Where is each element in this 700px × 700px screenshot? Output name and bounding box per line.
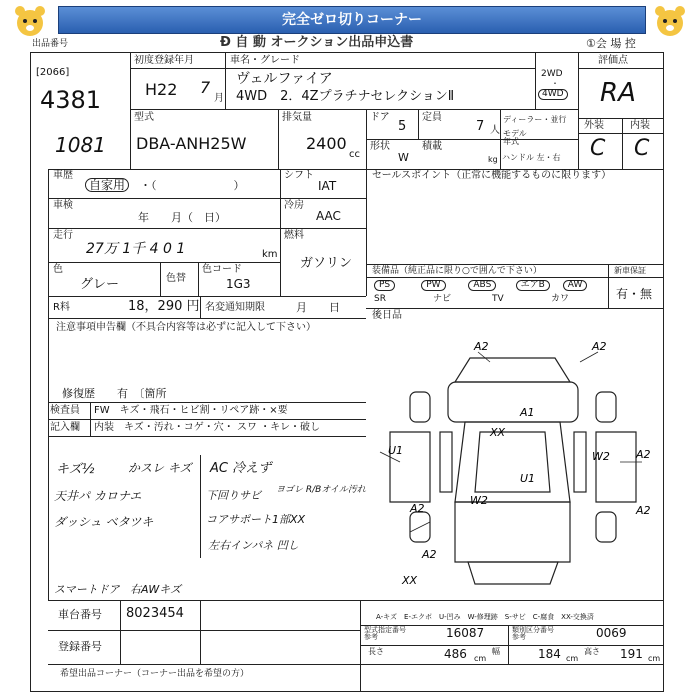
use-label: 車歴 xyxy=(53,170,73,181)
mascot-right-icon xyxy=(652,3,688,39)
mileage-unit: km xyxy=(262,249,278,260)
handle-label: ハンドル 左・右 xyxy=(502,153,561,162)
first-reg-month: 7 xyxy=(200,78,211,97)
mascot-left-icon xyxy=(12,3,48,39)
lot-number: 4381 xyxy=(40,86,102,114)
mileage-value: 27万 1千 4 0 1 xyxy=(86,241,186,257)
note-11: 右AWキズ xyxy=(130,583,181,596)
legend-code2-value: 0069 xyxy=(596,626,627,640)
fuel-label: 燃料 xyxy=(284,230,304,241)
equip-label: 装備品（純正品に限り○で囲んで下さい） xyxy=(372,266,542,276)
dealer-label: ディーラー・並行 xyxy=(503,115,567,124)
first-reg-label: 初度登録年月 xyxy=(134,55,194,66)
equip-item: PS xyxy=(374,280,395,291)
chassis-label: 車台番号 xyxy=(58,608,102,621)
lot-prefix: [2066] xyxy=(36,67,70,78)
fuel-value: ガソリン xyxy=(300,256,353,271)
caution-label: 注意事項申告欄（不具合内容等は必ずに記入して下さい） xyxy=(56,322,316,333)
width-label: 幅 xyxy=(492,647,500,656)
damage-mark: A2 xyxy=(474,340,489,353)
note-8: ヨゴレ R/Bオイル汚れ xyxy=(276,485,366,495)
rear-seat-label: 後日品 xyxy=(372,310,402,321)
damage-mark: U1 xyxy=(520,472,536,485)
first-reg-year: H22 xyxy=(145,80,178,99)
damage-mark: U1 xyxy=(388,444,404,457)
shift-value: IAT xyxy=(318,179,337,193)
height-value: 191 xyxy=(620,647,643,661)
inspector-label: 検査員 xyxy=(50,405,80,416)
inspection-value: 年 月（ 日） xyxy=(138,211,226,224)
record-label: 記入欄 xyxy=(50,422,80,433)
new-car-warranty-label: 新車保証 xyxy=(614,266,646,275)
displacement-value: 2400 xyxy=(306,134,347,153)
damage-mark: A1 xyxy=(520,406,535,419)
drive-4wd: 4WD xyxy=(538,89,568,100)
damage-mark: A2 xyxy=(592,340,607,353)
capacity-value: 7 xyxy=(476,119,485,134)
equip-item: PW xyxy=(421,280,445,291)
damage-mark: W2 xyxy=(592,450,610,463)
equip-row1 xyxy=(370,280,606,293)
ac-label: 冷房 xyxy=(284,200,304,211)
interior-label: 内装 xyxy=(630,120,650,131)
doors-label: ドア xyxy=(370,112,390,123)
drive-2wd: 2WD xyxy=(541,69,563,79)
hope-label: 希望出品コーナー（コーナー出品を希望の方） xyxy=(60,669,250,679)
type-label: 型式 xyxy=(134,112,154,123)
new-car-warranty-value: 有・無 xyxy=(616,287,653,301)
use-value: 自家用 xyxy=(85,178,129,192)
capacity-label: 定員 xyxy=(422,112,442,123)
exterior-value: C xyxy=(590,136,606,161)
topleft-label: 出品番号 xyxy=(32,39,69,49)
drive-dot: ・ xyxy=(551,79,559,88)
equip-item: TV xyxy=(492,294,504,304)
color-code-label: 色コード xyxy=(202,264,242,275)
type-value: DBA-ANH25W xyxy=(136,134,247,153)
form-title: Ð 自 動 オークション出品申込書 xyxy=(220,35,414,50)
model-year-label: モデル 年式 xyxy=(503,129,527,146)
note-1: キズ½ xyxy=(56,462,95,477)
damage-mark: A2 xyxy=(422,548,437,561)
equip-row2 xyxy=(370,295,606,308)
length-unit: cm xyxy=(474,654,487,663)
note-10: 左右インパネ 凹し xyxy=(208,539,299,552)
equip-item: カワ xyxy=(551,294,570,304)
shift-label: シフト xyxy=(284,170,314,181)
loading-unit: kg xyxy=(488,155,498,164)
interior-row: 内装 キズ・汚れ・コゲ・穴・ スワ ・キレ・破し xyxy=(94,422,321,433)
venue-copy: ①会 場 控 xyxy=(586,37,636,50)
model-grade: 4WD 2．4ZプラチナセレクションⅡ xyxy=(236,89,455,104)
shape-label: 形状 xyxy=(370,141,390,152)
model-label: 車名・グレード xyxy=(230,55,300,66)
damage-mark: A2 xyxy=(636,504,651,517)
color-value: グレー xyxy=(80,277,120,292)
note-4: ダッシュ ベタツキ xyxy=(54,515,154,529)
color-change-label: 色替 xyxy=(166,273,186,284)
length-label: 長さ xyxy=(368,647,384,656)
width-value: 184 xyxy=(538,647,561,661)
ac-value: AAC xyxy=(316,209,341,223)
color-label: 色 xyxy=(53,264,63,275)
exterior-label: 外装 xyxy=(584,120,604,131)
notice-value: 月 日 xyxy=(296,301,340,314)
damage-mark: A2 xyxy=(410,502,425,515)
equip-item: SR xyxy=(374,294,386,304)
note-6: AC 冷えず xyxy=(210,461,272,476)
height-label: 高さ xyxy=(584,647,600,656)
legend-code1-label: 型式指定番号 参考 xyxy=(364,626,406,641)
legend: A-キズ E-エクボ U-凹み W-修理跡 S-サビ C-腐食 XX-交換済 xyxy=(376,613,594,621)
color-code-value: 1G3 xyxy=(226,277,251,291)
damage-mark: XX xyxy=(402,574,418,587)
model-name: ヴェルファイア xyxy=(236,71,333,87)
note-5: スマートドア xyxy=(54,583,120,596)
displacement-label: 排気量 xyxy=(282,112,312,123)
length-value: 486 xyxy=(444,647,467,661)
capacity-unit: 人 xyxy=(490,125,500,136)
first-reg-month-unit: 月 xyxy=(214,93,224,104)
equip-item: AW xyxy=(563,280,588,291)
handwritten-code: 1081 xyxy=(55,133,106,157)
rating-value: RA xyxy=(600,78,636,108)
fw-row: FW キズ・飛石・ヒビ割・リペア跡・×要 xyxy=(94,405,288,416)
note-3: 天井パ カロナエ xyxy=(54,489,142,503)
inspection-label: 車検 xyxy=(53,200,73,211)
use-rest: ・（ ） xyxy=(140,179,245,192)
rating-label: 評価点 xyxy=(598,55,628,66)
notice-label: 名変通知期限 xyxy=(205,302,265,313)
equip-item: エアB xyxy=(516,280,550,291)
reg-number-label: 登録番号 xyxy=(58,640,102,653)
damage-mark: XX xyxy=(490,426,506,439)
recycle-value: 18，290 円 xyxy=(128,299,200,314)
displacement-unit: cc xyxy=(349,149,360,160)
doors-value: 5 xyxy=(398,119,407,134)
recycle-label: R料 xyxy=(53,302,70,313)
note-2: かスレ キズ xyxy=(128,461,192,475)
legend-code2-label: 類別区分番号 参考 xyxy=(512,626,554,641)
height-unit: cm xyxy=(648,654,661,663)
damage-mark: W2 xyxy=(470,494,488,507)
sales-point-label: セールスポイント（正常に機能するものに限ります） xyxy=(372,170,612,181)
chassis-value: 8023454 xyxy=(126,606,184,621)
shape-value: W xyxy=(398,151,409,164)
banner: 完全ゼロ切りコーナー xyxy=(58,6,646,34)
interior-value: C xyxy=(634,136,650,161)
equip-item: ABS xyxy=(468,280,496,291)
width-unit: cm xyxy=(566,654,579,663)
mileage-label: 走行 xyxy=(53,230,73,241)
equip-item: ナビ xyxy=(433,294,452,304)
loading-label: 積載 xyxy=(422,141,442,152)
car-damage-diagram xyxy=(370,322,664,598)
note-7: 下回りサビ xyxy=(206,489,261,502)
legend-code1-value: 16087 xyxy=(446,626,485,640)
repair-label: 修復歴 有 〔箇所 xyxy=(62,387,167,400)
damage-mark: A2 xyxy=(636,448,651,461)
note-9: コアサポート1部XX xyxy=(206,513,306,526)
